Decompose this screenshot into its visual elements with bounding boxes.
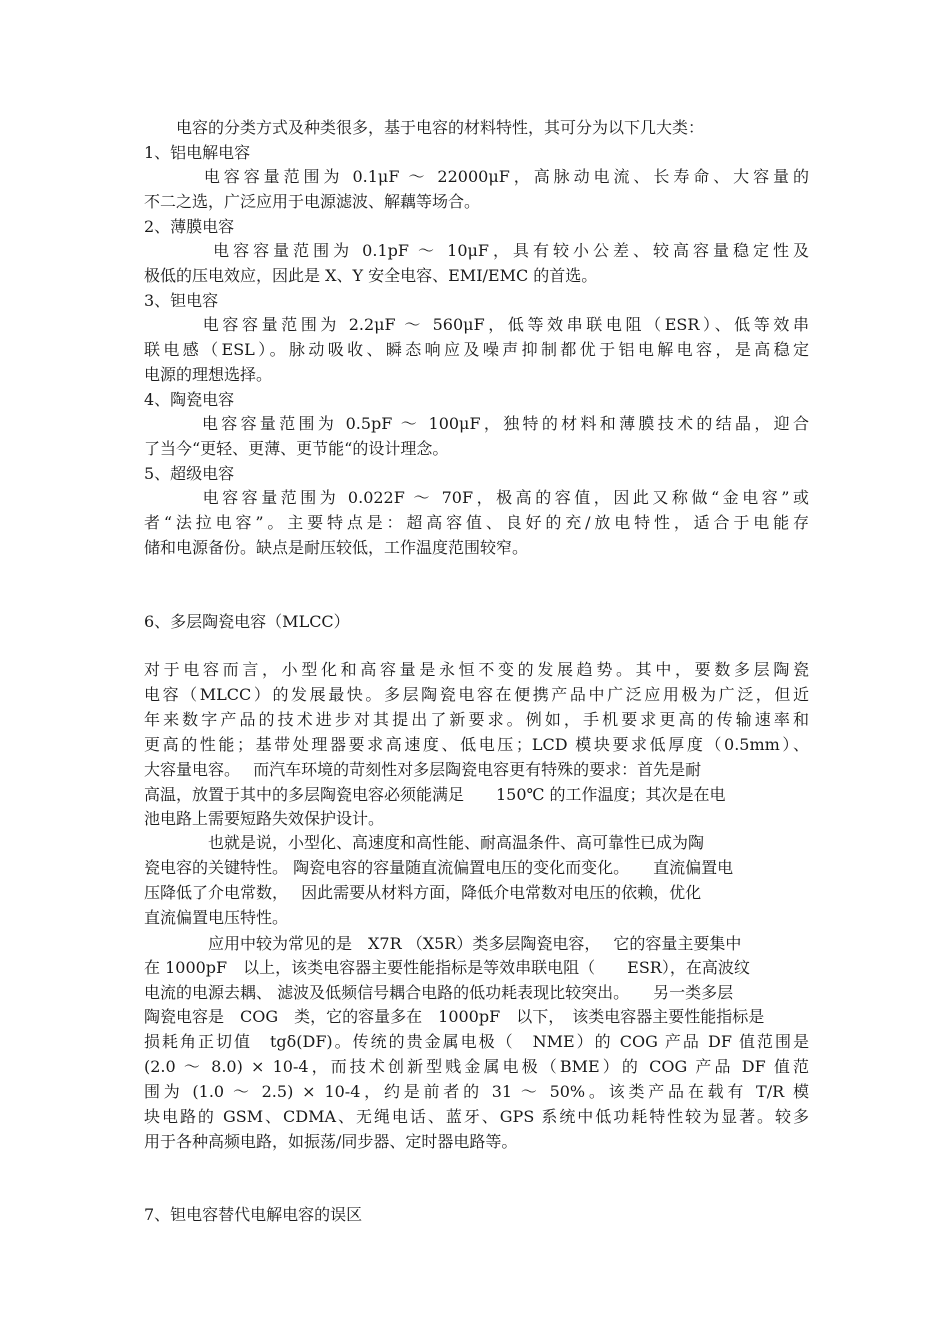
paragraph-line: 电容容量范围为 0.5pF ～ 100μF，独特的材料和薄膜技术的结晶，迎合: [144, 414, 809, 433]
intro-line: 电容的分类方式及种类很多，基于电容的材料特性，其可分为以下几大类：: [144, 118, 705, 137]
paragraph-line: 者“法拉电容”。主要特点是：超高容值、良好的充/放电特性，适合于电能存: [144, 513, 809, 532]
paragraph-line: 联电感（ESL）。脉动吸收、瞬态响应及噪声抑制都优于铝电解电容，是高稳定: [144, 340, 809, 359]
heading-mlcc: 6、多层陶瓷电容（MLCC）: [144, 612, 350, 631]
paragraph-line: 电流的电源去耦、 滤波及低频信号耦合电路的低功耗表现比较突出。 另一类多层: [144, 983, 734, 1002]
paragraph-line: 不二之选，广泛应用于电源滤波、解藕等场合。: [144, 192, 481, 211]
paragraph-line: (2.0 ～ 8.0) × 10-4，而技术创新型贱金属电极（BME）的 COG 产品 DF 值范: [144, 1057, 809, 1076]
paragraph-line: 高温，放置于其中的多层陶瓷电容必须能满足 150℃ 的工作温度；其次是在电: [144, 785, 726, 804]
heading-supercapacitor: 5、超级电容: [144, 464, 235, 483]
paragraph-line: 电源的理想选择。: [144, 365, 273, 384]
heading-tantalum: 3、钽电容: [144, 291, 219, 310]
paragraph-line: 了当今“更轻、更薄、更节能“的设计理念。: [144, 439, 449, 458]
paragraph-line: 损耗角正切值 tgδ(DF)。传统的贵金属电极（ NME）的 COG 产品 DF 值范围是: [144, 1032, 809, 1051]
heading-tantalum-myth: 7、钽电容替代电解电容的误区: [144, 1205, 363, 1224]
paragraph-line: 电容容量范围为 0.1μF ～ 22000μF，高脉动电流、长寿命、大容量的: [144, 167, 809, 186]
paragraph-line: 极低的压电效应，因此是 X、Y 安全电容、EMI/EMC 的首选。: [144, 266, 598, 285]
heading-film-capacitor: 2、薄膜电容: [144, 217, 235, 236]
heading-ceramic: 4、陶瓷电容: [144, 390, 235, 409]
paragraph-line: 电容容量范围为 2.2μF ～ 560μF，低等效串联电阻（ESR）、低等效串: [144, 315, 809, 334]
paragraph-line: 压降低了介电常数， 因此需要从材料方面，降低介电常数对电压的依赖，优化: [144, 883, 702, 902]
paragraph-line: 年来数字产品的技术进步对其提出了新要求。例如，手机要求更高的传输速率和: [144, 710, 809, 729]
paragraph-line: 围为 (1.0 ～ 2.5) × 10-4，约是前者的 31 ～ 50%。该类产品在载有 T/R 模: [144, 1082, 809, 1101]
paragraph-line: 瓷电容的关键特性。 陶瓷电容的容量随直流偏置电压的变化而变化。 直流偏置电: [144, 858, 734, 877]
heading-aluminum-electrolytic: 1、铝电解电容: [144, 143, 251, 162]
paragraph-line: 陶瓷电容是 COG 类，它的容量多在 1000pF 以下， 该类电容器主要性能指标是: [144, 1007, 765, 1026]
paragraph-line: 对于电容而言，小型化和高容量是永恒不变的发展趋势。其中，要数多层陶瓷: [144, 660, 809, 679]
paragraph-line: 电容（MLCC）的发展最快。多层陶瓷电容在便携产品中广泛应用极为广泛，但近: [144, 685, 809, 704]
paragraph-line: 电容容量范围为 0.022F ～ 70F，极高的容值，因此又称做“金电容”或: [144, 488, 809, 507]
paragraph-line: 块电路的 GSM、CDMA、无绳电话、蓝牙、GPS 系统中低功耗特性较为显著。较多: [144, 1107, 809, 1126]
paragraph-line: 也就是说，小型化、高速度和高性能、耐高温条件、高可靠性已成为陶: [144, 833, 705, 852]
paragraph-line: 用于各种高频电路，如振荡/同步器、定时器电路等。: [144, 1132, 518, 1151]
paragraph-line: 直流偏置电压特性。: [144, 908, 289, 927]
paragraph-line: 池电路上需要短路失效保护设计。: [144, 809, 385, 828]
paragraph-line: 电容容量范围为 0.1pF ～ 10μF，具有较小公差、较高容量稳定性及: [144, 241, 809, 260]
paragraph-line: 更高的性能；基带处理器要求高速度、低电压；LCD 模块要求低厚度（0.5mm）、: [144, 735, 809, 754]
paragraph-line: 应用中较为常见的是 X7R （X5R）类多层陶瓷电容， 它的容量主要集中: [144, 934, 742, 953]
paragraph-line: 大容量电容。 而汽车环境的苛刻性对多层陶瓷电容更有特殊的要求：首先是耐: [144, 760, 702, 779]
paragraph-line: 储和电源备份。缺点是耐压较低，工作温度范围较窄。: [144, 538, 529, 557]
paragraph-line: 在 1000pF 以上，该类电容器主要性能指标是等效串联电阻（ ESR），在高波纹: [144, 958, 750, 977]
